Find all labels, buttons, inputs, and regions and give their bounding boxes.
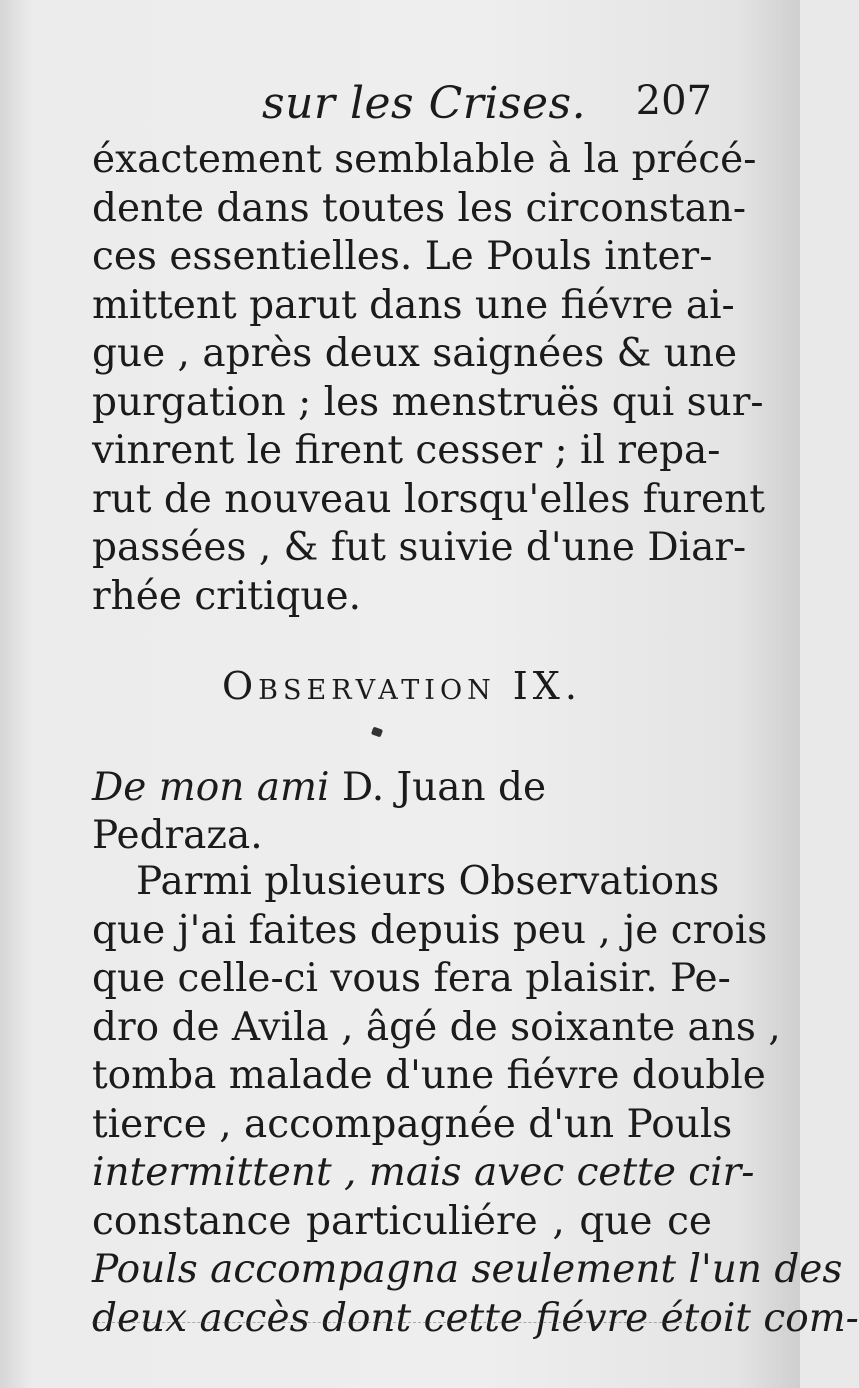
subheading-name: D. Juan de Pedraza. [92, 765, 547, 858]
paragraph-observation [92, 858, 859, 1343]
observation-subheading [92, 764, 712, 860]
paragraph-continued [92, 136, 765, 621]
text-line: ces essentielles. Le Pouls inter- [92, 234, 713, 279]
text-line: éxactement semblable à la précé- [92, 137, 757, 182]
text-line: mittent parut dans une fiévre ai- [92, 282, 735, 328]
text-line: deux accès dont cette fiévre étoit com- [92, 1295, 859, 1341]
text-line: constance particuliére , que ce [92, 1198, 712, 1244]
text-line: vinrent le firent cesser ; il repa- [92, 428, 721, 473]
observation-heading: Observation IX. [222, 664, 582, 708]
page-header [92, 78, 712, 138]
bottom-rule [92, 1322, 712, 1323]
text-line: que j'ai faites depuis peu , je crois [92, 907, 768, 953]
text-line: dente dans toutes les circonstan- [92, 185, 747, 231]
subheading-lead: De mon ami [92, 765, 330, 810]
text-line: tomba malade d'une fiévre double [92, 1053, 766, 1098]
text-line: Parmi plusieurs Observations [136, 859, 720, 904]
text-line: dro de Avila , âgé de soixante ans , [92, 1004, 781, 1050]
text-line: tierce , accompagnée d'un Pouls [92, 1101, 733, 1147]
text-line: gue , après deux saignées & une [92, 331, 738, 376]
text-line: rut de nouveau lorsqu'elles furent [92, 476, 765, 522]
page-number: 207 [635, 78, 712, 124]
text-line: intermittent , mais avec cette cir- [92, 1150, 755, 1195]
text-line: Pouls accompagna seulement l'un des [92, 1247, 843, 1292]
ornament-mark [371, 727, 383, 738]
text-line: passées , & fut suivie d'une Diar- [92, 525, 747, 570]
text-line: que celle-ci vous fera plaisir. Pe- [92, 956, 731, 1001]
text-line: rhée critique. [92, 573, 361, 619]
text-line: purgation ; les menstruës qui sur- [92, 379, 764, 425]
running-head: sur les Crises. [262, 78, 587, 129]
